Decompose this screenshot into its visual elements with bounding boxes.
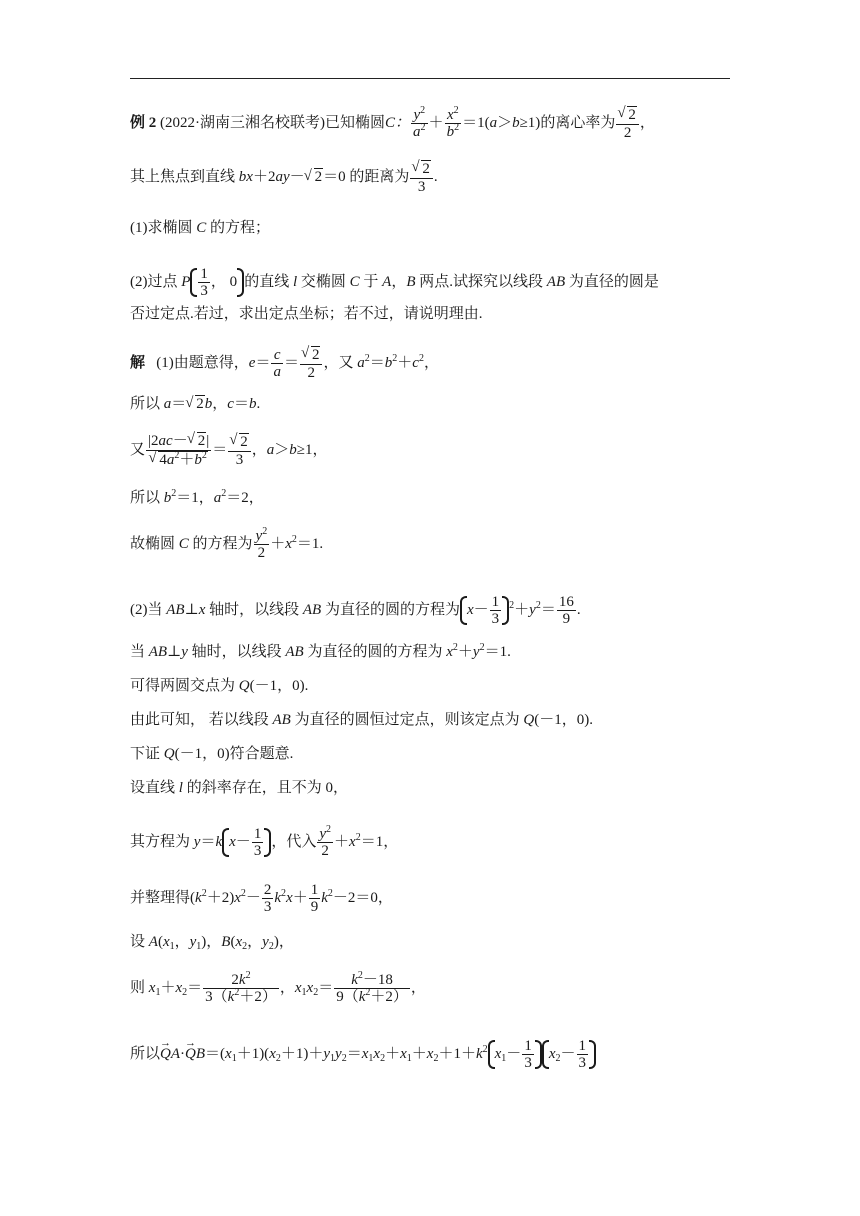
question-1: (1)求椭圆 C 的方程； xyxy=(130,220,271,236)
question-2-line-2: 否过定点.若过，求出定点坐标；若不过，请说明理由. xyxy=(130,306,483,322)
solution-label: 解 xyxy=(130,354,146,371)
solution-line-2: 所以 a＝√ 2b，c＝b. xyxy=(130,394,260,414)
part2-line-2: 当 AB⊥y 轴时，以线段 AB 为直径的圆的方程为 $x^2+y^2=1$. xyxy=(130,642,511,660)
part2-line-11: 所以QA $\to\cdot QB \to=(x_1+1)(x_2+1)+y_1y_2=x_1x_2+x_1+x_2+1+k^2$ $x_1-$ $\frac{1}{3}$ $x_2-$ $\frac{1}{3}$ xyxy=(130,1038,596,1071)
problem-line-1: 例 2 (2022·湖南三湘名校联考)已知椭圆C： $\frac{y^2}{a^2}$ ＋ $\frac{x^2}{b^2}$ ＝1(a＞b≥1)的离心率为 √ $\frac{2}{2}$ ， xyxy=(130,106,655,141)
problem-source: (2022·湖南三湘名校联考) xyxy=(160,114,326,131)
solution-line-4: 所以 $b^2=1$，$a^2=2$， xyxy=(130,488,264,506)
part2-line-1: (2)当 AB⊥x 轴时，以线段 AB 为直径的圆的方程为 x－ $\frac{1}{3}$ $^2+y^2=$ $\frac{16}{9}$ . xyxy=(130,594,581,627)
solution-line-1: 解 (1)由题意得，e＝ $\frac{c}{a}$ ＝ √ $\frac{2}{2}$ ，又 $a^2=b^2+c^2$， xyxy=(130,346,439,381)
part2-line-3: 可得两圆交点为 Q(－1，0). xyxy=(130,678,309,694)
part2-line-5: 下证 Q(－1，0)符合题意. xyxy=(130,746,294,762)
problem-line-2: 其上焦点到直线 bx＋2ay－√ 2＝0 的距离为 √ $\frac{2}{3}$ . xyxy=(130,160,438,195)
part2-line-10: 则 $x_1+x_2=$ $\frac{2k^2}{3(k^2+2)}$ ，$x_1x_2=$ $\frac{k^2-18}{9(k^2+2)}$ ， xyxy=(130,970,426,1005)
solution-line-5: 故椭圆 C 的方程为 $\frac{y^2}{2}$ $+x^2=1$. xyxy=(130,526,324,561)
example-tag: 例 2 xyxy=(130,114,157,131)
part2-line-4: 由此可知， 若以线段 AB 为直径的圆恒过定点，则该定点为 Q(－1，0). xyxy=(130,712,593,728)
question-2-line-1: (2)过点 P $\frac{1}{3}$ ， 0 的直线 l 交椭圆 C 于 A，B 两点.试探究以线段 AB 为直径的圆是 xyxy=(130,266,659,299)
part2-line-7: 其方程为 y＝k x－ $\frac{1}{3}$ ，代入 $\frac{y^2}{2}$ $+x^2=1$， xyxy=(130,824,399,859)
part2-line-8: 并整理得$(k^2+2)x^2-$ $\frac{2}{3}$ $k^2x+$ $\frac{1}{9}$ $k^2-2=0$， xyxy=(130,882,393,915)
solution-line-3: 又 |2ac－√ 2| √ $4a^2+b^2$ ＝ √ $\frac{2}{3}$ ，a＞b≥1， xyxy=(130,432,328,469)
part2-line-9: 设 $A(x_1$，$y_1$)，$B(x_2$，$y_2$)， xyxy=(130,934,294,952)
header-rule xyxy=(130,78,730,79)
part2-line-6: 设直线 l 的斜率存在，且不为 0， xyxy=(130,780,348,796)
